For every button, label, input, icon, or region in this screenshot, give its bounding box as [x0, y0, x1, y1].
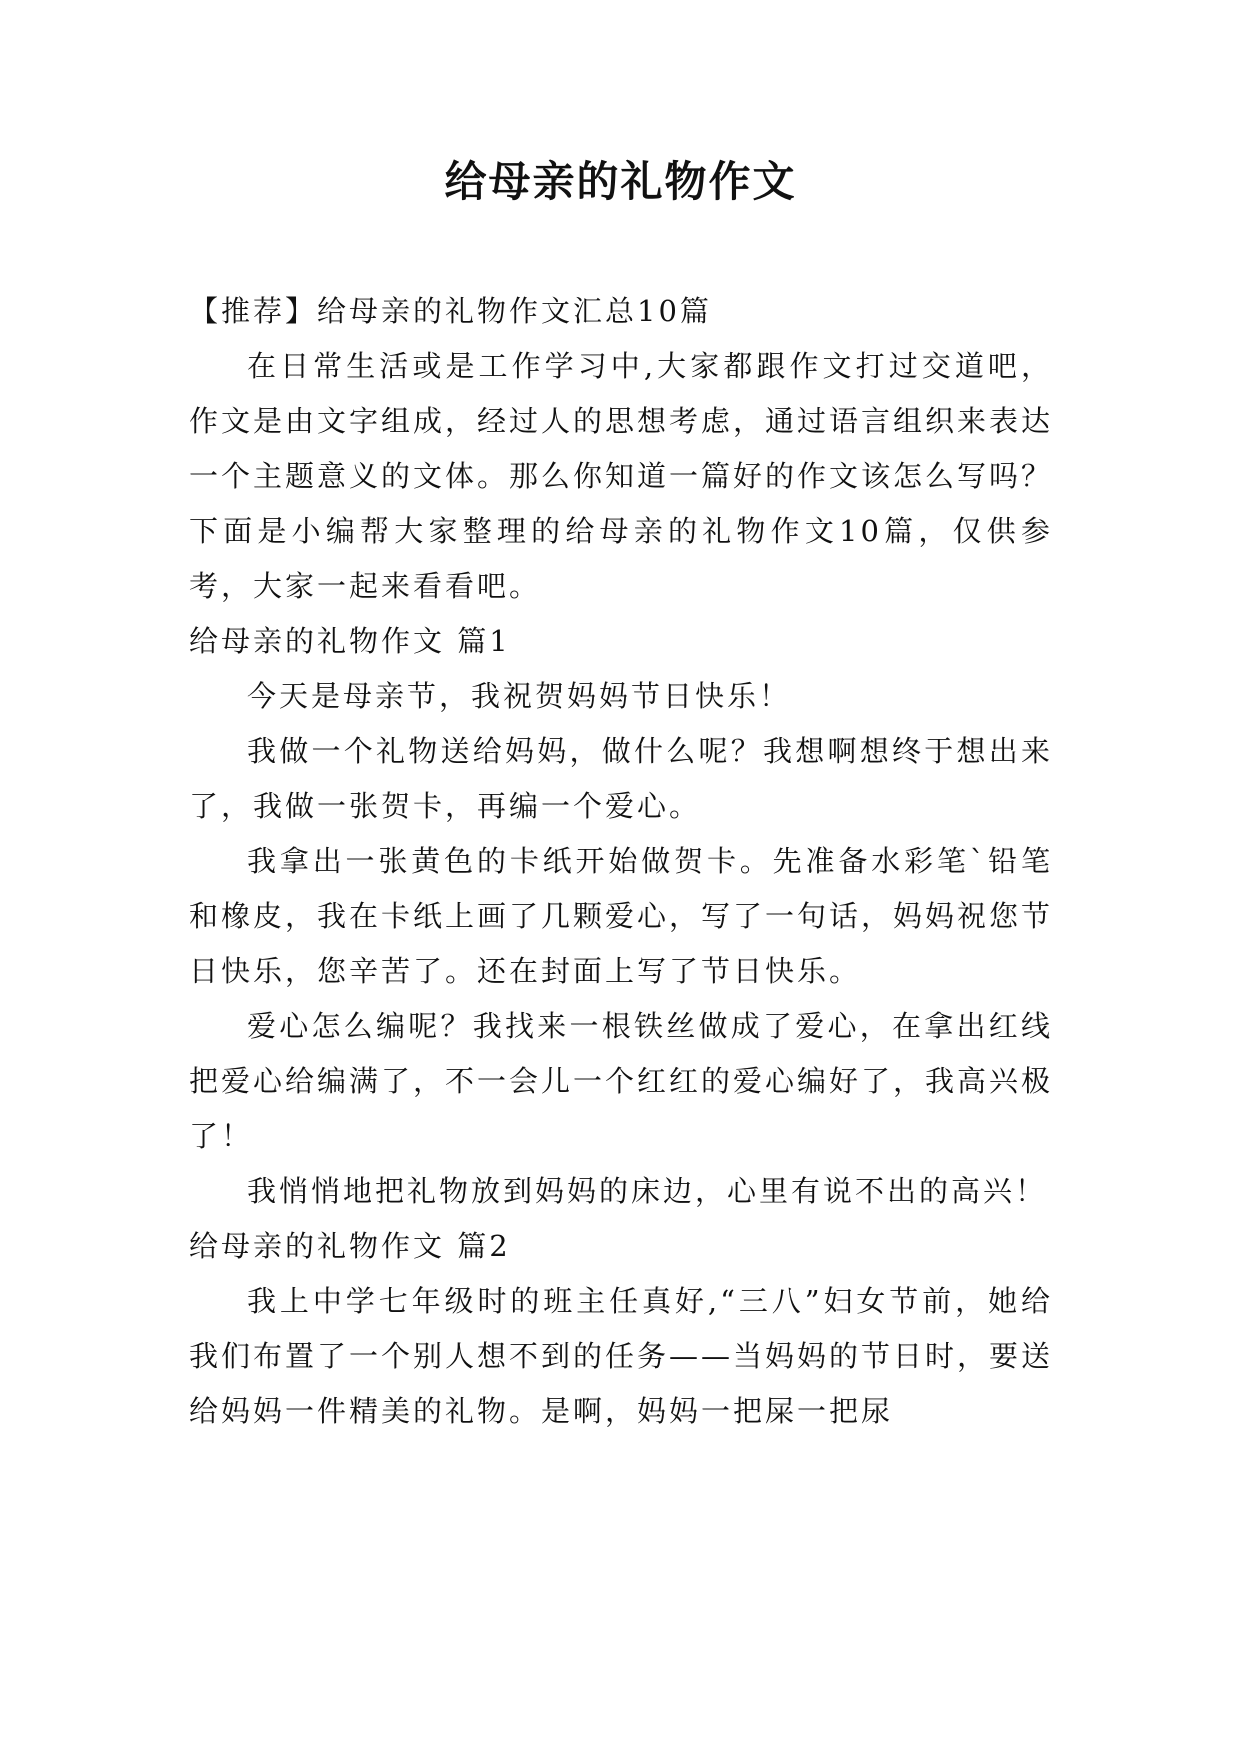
intro-paragraph: 在日常生活或是工作学习中,大家都跟作文打过交道吧，作文是由文字组成，经过人的思想考虑，通过语言组织来表达一个主题意义的文体。那么你知道一篇好的作文该怎么写吗？下面是小编帮大家整理的给母亲的礼物作文10篇，仅供参考，大家一起来看看吧。 — [189, 349, 1054, 603]
body-paragraph: 我悄悄地把礼物放到妈妈的床边，心里有说不出的高兴！ — [247, 1174, 1048, 1208]
document-subtitle: 【推荐】给母亲的礼物作文汇总10篇 — [189, 294, 712, 328]
body-paragraph: 我做一个礼物送给妈妈，做什么呢？我想啊想终于想出来了，我做一张贺卡，再编一个爱心。 — [189, 734, 1053, 823]
body-paragraph: 我拿出一张黄色的卡纸开始做贺卡。先准备水彩笔`铅笔和橡皮，我在卡纸上画了几颗爱心，写了一句话，妈妈祝您节日快乐，您辛苦了。还在封面上写了节日快乐。 — [189, 844, 1054, 988]
section-heading: 给母亲的礼物作文 篇1 — [189, 624, 511, 658]
section-heading: 给母亲的礼物作文 篇2 — [189, 1229, 511, 1263]
body-paragraph: 今天是母亲节，我祝贺妈妈节日快乐！ — [247, 679, 792, 713]
document-body — [189, 284, 1053, 1439]
body-paragraph: 我上中学七年级时的班主任真好,“三八”妇女节前，她给我们布置了一个别人想不到的任务——当妈妈的节日时，要送给妈妈一件精美的礼物。是啊，妈妈一把屎一把尿 — [189, 1284, 1054, 1428]
body-paragraph: 爱心怎么编呢？我找来一根铁丝做成了爱心，在拿出红线把爱心给编满了，不一会儿一个红红的爱心编好了，我高兴极了！ — [189, 1009, 1054, 1153]
document-title: 给母亲的礼物作文 — [444, 157, 797, 206]
